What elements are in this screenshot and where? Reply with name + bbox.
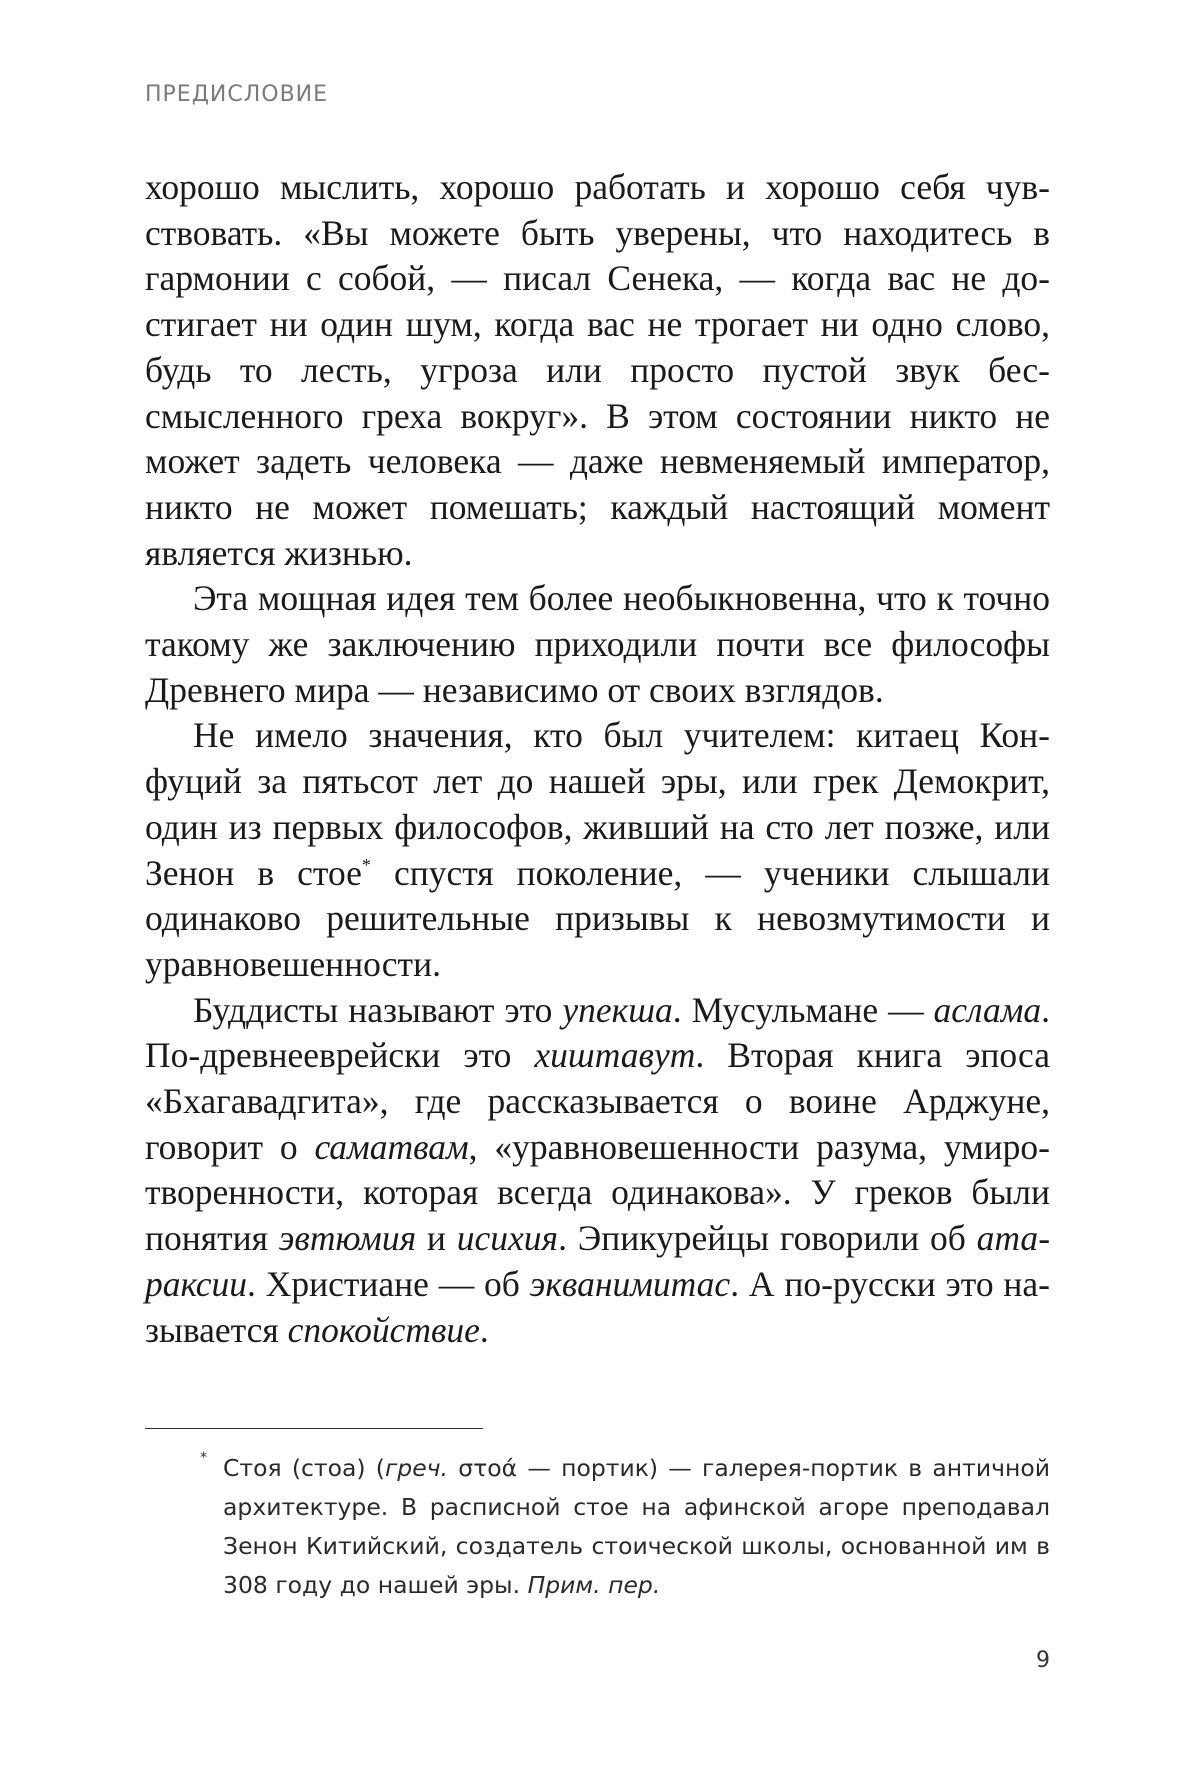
paragraph-2-text: Эта мощная идея тем более необыкновенна, что к точно такому же заключению приходили почти все философы Древнего мира — независимо от своих взглядов. xyxy=(145,578,1050,710)
p4-text: , «уравновешенности разума, умиротворенности, которая всегда одинакова». У греков были понятия xyxy=(145,1126,1050,1259)
footnote-text-part: Стоя (стоа) ( xyxy=(223,1454,385,1482)
term-aslama: аслама xyxy=(933,989,1042,1030)
term-samatvam: саматвам xyxy=(314,1126,469,1167)
paragraph-3-text-b: спустя поколение, — ученики слышали одинаково решительные призывы к невозмутимости и уравновешенности. xyxy=(145,852,1050,984)
paragraph-1 xyxy=(145,165,1050,576)
footnote-reference[interactable]: * xyxy=(361,854,371,875)
p4-text: . Эпикурейцы говорили об xyxy=(558,1218,977,1259)
p4-text: . По-древнееврейски это xyxy=(145,989,1050,1076)
paragraph-2 xyxy=(145,576,1050,713)
footnote-abbrev-greek: греч. xyxy=(384,1454,449,1482)
p4-text: . Мусульмане — xyxy=(672,989,934,1030)
translator-note: Прим. пер. xyxy=(527,1571,661,1599)
paragraph-4 xyxy=(145,988,1050,1354)
term-ekvanimitas: экванимитас xyxy=(529,1263,731,1304)
term-hishtavut: хиштавут xyxy=(534,1035,696,1076)
footnote xyxy=(145,1449,1050,1605)
p4-text: . Христиане — об xyxy=(247,1263,530,1304)
p4-text: Буддисты называют это xyxy=(193,989,563,1030)
term-ataraksiya: атараксии xyxy=(145,1218,1051,1304)
main-text xyxy=(145,165,1050,1353)
footnote-text xyxy=(223,1449,1050,1605)
term-isikhiya: исихия xyxy=(456,1218,559,1259)
term-upeksha: упекша xyxy=(562,989,673,1030)
p4-text: и xyxy=(416,1218,457,1259)
footnote-mark: * xyxy=(200,1450,207,1466)
footnote-divider xyxy=(145,1428,483,1429)
p4-text: . А по-русски это называется xyxy=(145,1263,1050,1350)
p4-text: . Вторая книга эпоса «Бхагавадгита», где рассказывается о воине Арджуне, говорит о xyxy=(145,1035,1051,1167)
p4-text: . xyxy=(479,1309,489,1350)
term-evtyumiya: эвтюмия xyxy=(278,1218,417,1259)
page-number: 9 xyxy=(1036,1648,1050,1673)
paragraph-3 xyxy=(145,713,1050,987)
paragraph-3-text-a: Не имело значения, кто был учителем: китаец Конфуций за пятьсот лет до нашей эры, или грек Демокрит, один из первых философов, живший на сто лет позже, или Зенон в стое xyxy=(145,715,1050,893)
footnote-text-part: στοά — портик) — галерея-портик в античной архитектуре. В расписной стое на афинской агоре преподавал Зенон Китийский, создатель стоической школы, основанной им в 308 году до нашей эры. xyxy=(223,1454,1050,1599)
running-head: ПРЕДИСЛОВИЕ xyxy=(145,82,329,107)
paragraph-1-text: хорошо мыслить, хорошо работать и хорошо себя чувствовать. «Вы можете быть уверены, что находитесь в гармонии с собой, — писал Сенека, — когда вас не достигает ни один шум, когда вас не трогает ни одно слово, будь то лесть, угроза или просто пустой звук бессмысленного греха вокруг». В этом состоянии никто не может задеть человека — даже невменяемый император, никто не может помешать; каждый настоящий момент является жизнью. xyxy=(145,167,1050,573)
term-spokoystvie: спокойствие xyxy=(287,1309,480,1350)
